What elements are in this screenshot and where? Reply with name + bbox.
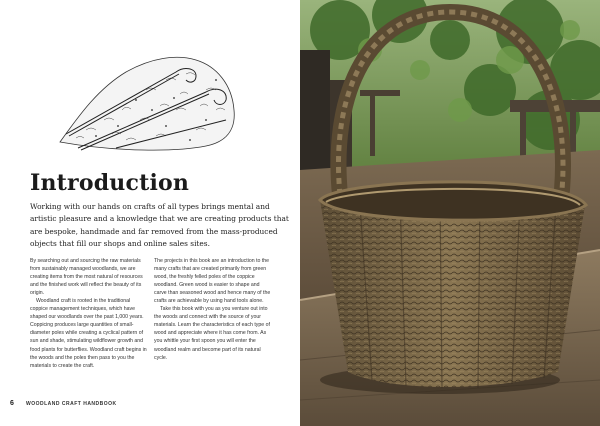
running-head: WOODLAND CRAFT HANDBOOK bbox=[26, 401, 117, 407]
body-paragraph: Take this book with you as you venture out into the woods and connect with the source of your materials. Learn the characteristics of each type of wood and appreciate where it has come from. As you whittle your first spoon you will enter the woodland realm and become part of its natural cycle. bbox=[154, 306, 270, 361]
woodpile-sketch-illustration bbox=[56, 50, 238, 158]
body-column-right bbox=[154, 257, 271, 362]
lede-paragraph: Working with our hands on crafts of all types brings mental and artistic pleasure and a knowledge that we are creating products that are bespoke, handmade and far removed from the mass-produced objects that fill our shops and online sales sites. bbox=[30, 202, 289, 249]
body-paragraph: By searching out and sourcing the raw materials from sustainably managed woodlands, we are creating items from the most natural of resources and the finished work will reflect the beauty of its origin. bbox=[30, 258, 143, 297]
basket-photo bbox=[300, 0, 600, 426]
section-heading: Introduction bbox=[30, 170, 190, 196]
body-column-left bbox=[30, 257, 147, 370]
body-paragraph: The projects in this book are an introduction to the many crafts that are created primarily from green wood, the freshly felled poles of the coppice woodland. Green wood is easier to shape and carve than seasoned wood and hence many of the crafts are achievable by using hand tools alone. bbox=[154, 258, 271, 305]
body-paragraph: Woodland craft is rooted in the traditional coppice management techniques, which have shaped our woodlands over the past 1,000 years. Coppicing produces large quantities of small-diameter poles while creating a cyclical pattern of sun and shade, stimulating wildflower growth and food plants for butterflies. Woodland craft begins in the woods and the poles then pass to you the materials to create the craft. bbox=[30, 298, 147, 369]
page-number: 6 bbox=[10, 400, 14, 407]
